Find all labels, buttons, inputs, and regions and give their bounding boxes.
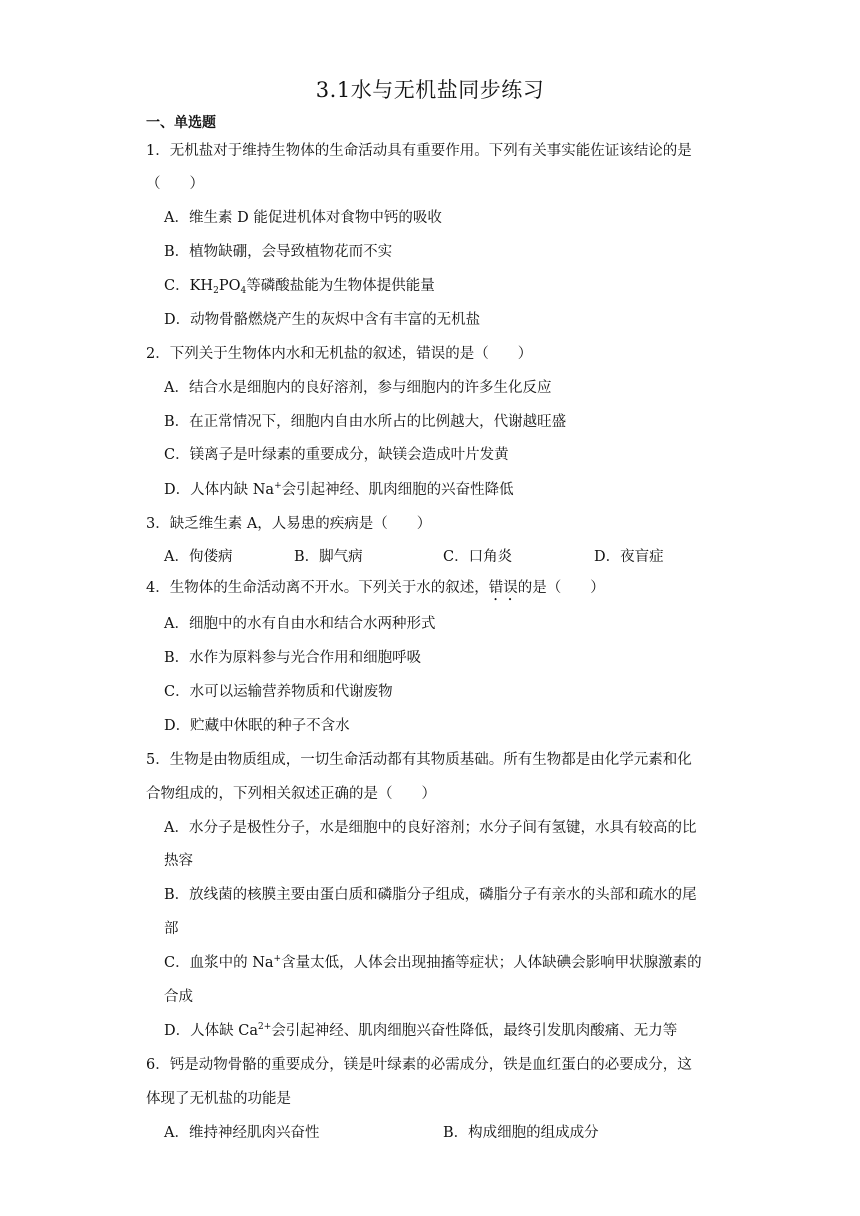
subscript: 2 <box>213 286 219 296</box>
q2-option-a[interactable]: A．结合水是细胞内的良好溶剂，参与细胞内的许多生化反应 <box>164 380 552 396</box>
q4-option-d[interactable]: D．贮藏中休眠的种子不含水 <box>164 718 350 734</box>
q4-option-a[interactable]: A．细胞中的水有自由水和结合水两种形式 <box>164 616 436 632</box>
q3-option-a[interactable]: A．佝偻病 <box>164 549 233 565</box>
q5-option-c-text: 含量太低，人体会出现抽搐等症状；人体缺碘会影响甲状腺激素的 <box>281 955 702 971</box>
q4-stem <box>146 578 605 604</box>
q5-option-a[interactable]: A．水分子是极性分子，水是细胞中的良好溶剂；水分子间有氢键，水具有较高的比 <box>164 820 697 836</box>
q1-stem-line-2: （ ） <box>146 176 204 192</box>
subscript: 4 <box>240 286 247 296</box>
q2-option-d-text: 会引起神经、肌肉细胞的兴奋性降低 <box>281 482 514 498</box>
page-title: 3.1水与无机盐同步练习 <box>315 78 545 102</box>
section-heading: 一、单选题 <box>146 115 216 131</box>
q4-option-b[interactable]: B．水作为原料参与光合作用和细胞呼吸 <box>164 650 422 666</box>
superscript: 2+ <box>257 1022 272 1032</box>
q1-option-c-text: 等磷酸盐能为生物体提供能量 <box>246 278 435 294</box>
q4-stem-text: 4．生物体的生命活动离不开水。下列关于水的叙述， <box>146 580 489 596</box>
q4-emphasis-text: 错误 <box>488 580 518 596</box>
q1-option-d[interactable]: D．动物骨骼燃烧产生的灰烬中含有丰富的无机盐 <box>164 312 481 328</box>
q5-option-c-cont: 合成 <box>164 989 193 1005</box>
q5-option-d-text: 会引起神经、肌肉细胞兴奋性降低，最终引发肌肉酸痛、无力等 <box>271 1023 678 1039</box>
q3-stem: 3．缺乏维生素 A，人易患的疾病是（ ） <box>146 516 432 532</box>
q5-option-d-text: D．人体缺 Ca <box>164 1023 258 1039</box>
superscript: + <box>273 954 282 964</box>
q1-option-c[interactable] <box>164 276 435 296</box>
q5-stem-line-2: 合物组成的，下列相关叙述正确的是（ ） <box>146 786 436 802</box>
q1-option-c-text: C．KH <box>164 278 214 294</box>
q1-option-c-text: PO <box>218 278 241 294</box>
q4-option-c[interactable]: C．水可以运输营养物质和代谢废物 <box>164 684 393 700</box>
q6-stem-line-1: 6．钙是动物骨骼的重要成分，镁是叶绿素的必需成分，铁是血红蛋白的必要成分，这 <box>146 1057 692 1073</box>
q6-option-b[interactable]: B．构成细胞的组成成分 <box>443 1125 599 1141</box>
q2-option-c[interactable]: C．镁离子是叶绿素的重要成分，缺镁会造成叶片发黄 <box>164 447 509 463</box>
q5-option-a-cont: 热容 <box>164 853 193 869</box>
q6-stem-line-2: 体现了无机盐的功能是 <box>146 1091 291 1107</box>
q5-option-c-text: C．血浆中的 Na <box>164 955 274 971</box>
q3-option-d[interactable]: D．夜盲症 <box>594 549 664 565</box>
q5-option-c[interactable] <box>164 953 702 973</box>
q1-option-b[interactable]: B．植物缺硼，会导致植物花而不实 <box>164 244 393 260</box>
superscript: + <box>274 481 282 491</box>
q5-option-d[interactable] <box>164 1021 677 1041</box>
q2-option-b[interactable]: B．在正常情况下，细胞内自由水所占的比例越大，代谢越旺盛 <box>164 414 567 430</box>
q6-option-a[interactable]: A．维持神经肌肉兴奋性 <box>164 1125 320 1141</box>
q1-stem-line-1: 1．无机盐对于维持生物体的生命活动具有重要作用。下列有关事实能佐证该结论的是 <box>146 143 692 159</box>
q3-option-b[interactable]: B．脚气病 <box>294 549 363 565</box>
q5-option-b[interactable]: B．放线菌的核膜主要由蛋白质和磷脂分子组成，磷脂分子有亲水的头部和疏水的尾 <box>164 887 697 903</box>
q4-stem-text: 的是（ ） <box>517 580 605 596</box>
q1-option-a[interactable]: A．维生素 D 能促进机体对食物中钙的吸收 <box>164 210 442 226</box>
q2-option-d[interactable] <box>164 480 514 500</box>
q2-option-d-text: D．人体内缺 Na <box>164 482 275 498</box>
q3-option-c[interactable]: C．口角炎 <box>443 549 513 565</box>
q2-stem: 2．下列关于生物体内水和无机盐的叙述，错误的是（ ） <box>146 346 533 362</box>
q5-stem-line-1: 5．生物是由物质组成，一切生命活动都有其物质基础。所有生物都是由化学元素和化 <box>146 752 692 768</box>
q5-option-b-cont: 部 <box>164 921 179 937</box>
